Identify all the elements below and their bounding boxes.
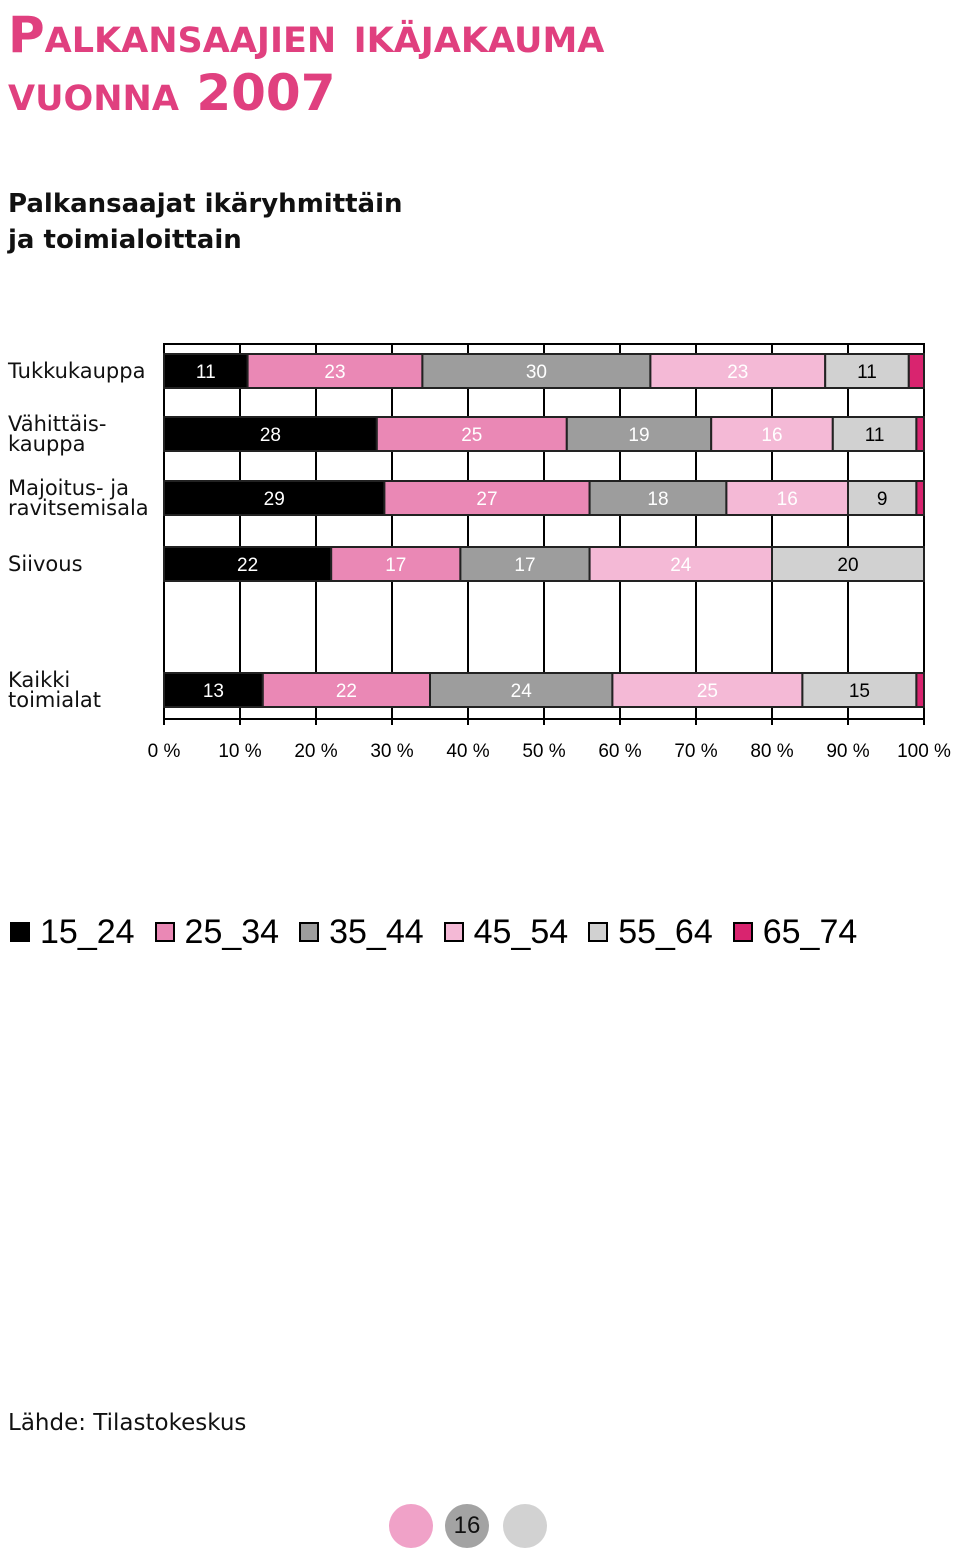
category-label: Kaikki [8, 668, 71, 692]
page-title: Palkansaajien ikäjakauma vuonna 2007 [8, 6, 605, 122]
data-label: 16 [776, 489, 798, 510]
category-label: Vähittäis- [8, 412, 107, 436]
data-label: 25 [696, 681, 718, 702]
bar-segment [916, 673, 924, 707]
category-label: Siivous [8, 552, 83, 576]
data-label: 28 [259, 425, 281, 446]
legend-swatch [444, 922, 464, 942]
category-label: kauppa [8, 432, 86, 456]
legend-item [588, 912, 713, 952]
legend-swatch [155, 922, 175, 942]
bar-segment [909, 354, 924, 388]
data-label: 11 [195, 362, 216, 383]
data-label: 19 [628, 425, 650, 446]
x-tick-label: 90 % [826, 741, 870, 762]
legend-swatch [299, 922, 319, 942]
data-label: 11 [864, 425, 885, 446]
bar-segment [916, 417, 924, 451]
data-label: 17 [514, 555, 536, 576]
legend-swatch [588, 922, 608, 942]
category-label: Majoitus- ja [8, 476, 129, 500]
legend-label: 65_74 [762, 913, 858, 951]
bar-segment [916, 481, 924, 515]
category-label: ravitsemisala [8, 496, 149, 520]
data-label: 16 [761, 425, 783, 446]
x-tick-label: 30 % [370, 741, 414, 762]
chart-subtitle: Palkansaajat ikäryhmittäin ja toimialoittain [8, 189, 403, 255]
data-label: 22 [237, 555, 259, 576]
x-tick-label: 0 % [147, 741, 181, 762]
legend-item [155, 912, 280, 952]
data-label: 17 [385, 555, 407, 576]
data-label: 23 [324, 362, 346, 383]
x-tick-label: 100 % [897, 741, 951, 762]
chart-legend [10, 912, 877, 952]
legend-label: 25_34 [184, 913, 280, 951]
page-dot-next [503, 1504, 547, 1548]
data-label: 18 [647, 489, 669, 510]
data-label: 30 [525, 362, 547, 383]
data-label: 25 [461, 425, 483, 446]
data-label: 20 [837, 555, 859, 576]
legend-item [10, 912, 135, 952]
x-tick-label: 80 % [750, 741, 794, 762]
data-label: 29 [263, 489, 285, 510]
source-note: Lähde: Tilastokeskus [8, 1410, 247, 1436]
page-dot-previous [389, 1504, 433, 1548]
x-tick-label: 50 % [522, 741, 566, 762]
x-tick-label: 70 % [674, 741, 718, 762]
legend-swatch [10, 922, 30, 942]
data-label: 22 [335, 681, 357, 702]
legend-label: 35_44 [329, 913, 424, 951]
x-tick-label: 60 % [598, 741, 642, 762]
legend-item [299, 912, 424, 952]
data-label: 11 [857, 362, 877, 383]
legend-label: 55_64 [618, 913, 713, 951]
x-tick-label: 20 % [294, 741, 338, 762]
data-label: 13 [202, 681, 224, 702]
category-label: Tukkukauppa [8, 359, 146, 383]
data-label: 9 [876, 489, 888, 510]
x-tick-label: 10 % [218, 741, 262, 762]
legend-item [733, 912, 858, 952]
page-number: 16 [445, 1504, 489, 1548]
data-label: 23 [727, 362, 749, 383]
legend-swatch [733, 922, 753, 942]
category-label: toimialat [8, 688, 102, 712]
legend-label: 45_54 [473, 913, 569, 951]
stacked-bar-chart [0, 330, 960, 790]
data-label: 27 [476, 489, 498, 510]
data-label: 15 [848, 681, 870, 702]
legend-item [444, 912, 569, 952]
data-label: 24 [510, 681, 532, 702]
legend-label: 15_24 [40, 913, 135, 951]
x-tick-label: 40 % [446, 741, 490, 762]
data-label: 24 [670, 555, 692, 576]
